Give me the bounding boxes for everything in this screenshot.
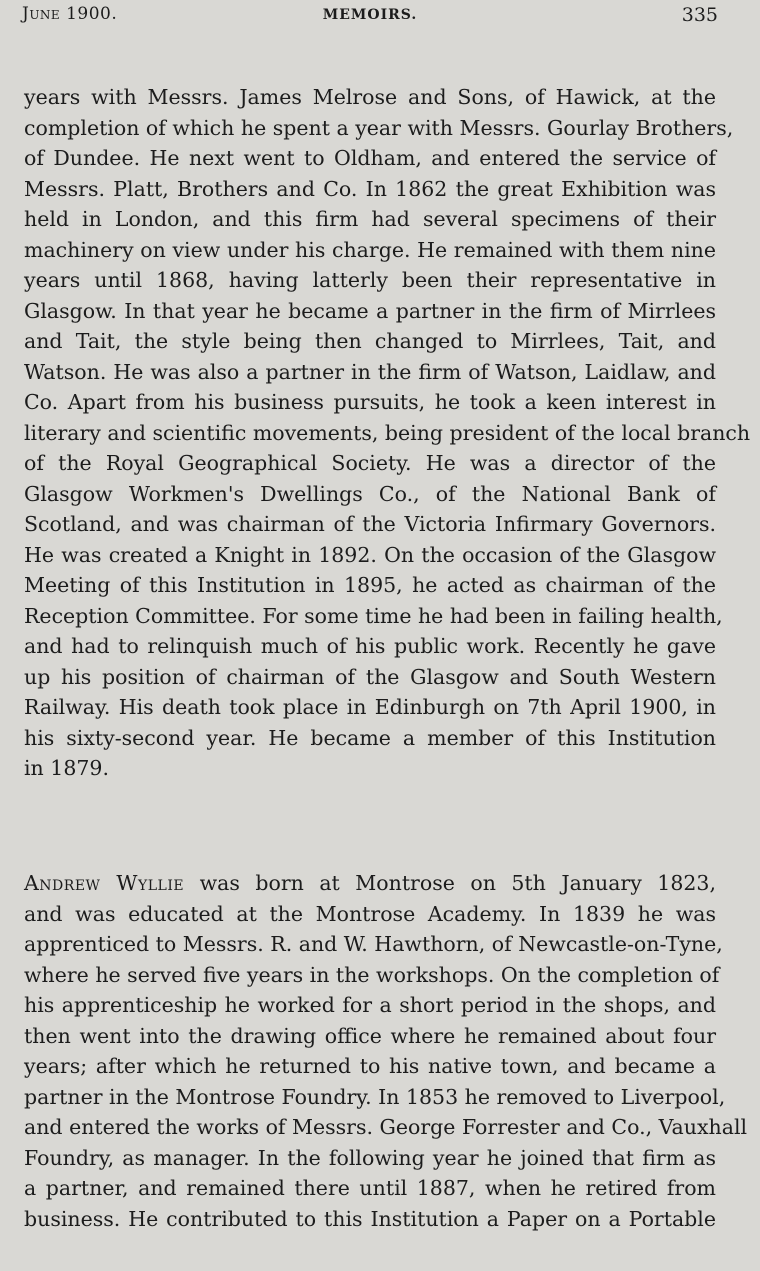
text-line: years until 1868, having latterly been their representative in [24,268,716,292]
text-line: and Tait, the style being then changed to Mirrlees, Tait, and [24,329,716,353]
text-line: of Dundee. He next went to Oldham, and entered the service of [24,146,716,170]
text-line: Railway. His death took place in Edinburgh on 7th April 1900, in [24,695,716,719]
text-line: Foundry, as manager. In the following year he joined that firm as [24,1145,716,1170]
text-line: Reception Committee. For some time he had been in failing health, [24,603,723,628]
subject-name: Andrew Wyllie [24,871,185,895]
header-section-title: MEMOIRS. [322,7,418,23]
text-line: Scotland, and was chairman of the Victoria Infirmary Governors. [24,512,716,536]
text-line: Glasgow Workmen's Dwellings Co., of the National Bank of [24,481,716,506]
text-line: partner in the Montrose Foundry. In 1853 he removed to Liverpool, [24,1084,726,1109]
text-line: business. He contributed to this Institution a Paper on a Portable [24,1206,716,1231]
text-line: He was created a Knight in 1892. On the occasion of the Glasgow [24,542,716,567]
text-line: Co. Apart from his business pursuits, he took a keen interest in [24,390,716,414]
text-line: in 1879. [24,756,109,780]
text-line-rest: was born at Montrose on 5th January 1823, [184,871,716,895]
text-line: years with Messrs. James Melrose and Sons, of Hawick, at the [24,85,716,109]
text-line [24,868,716,899]
text-line: completion of which he spent a year with Messrs. Gourlay Brothers, [24,115,734,140]
text-line: held in London, and this firm had several specimens of their [24,207,716,231]
text-line: Glasgow. In that year he became a partner in the firm of Mirrlees [24,298,716,323]
text-line: his sixty-second year. He became a member of this Institution [24,725,716,750]
memoir-paragraph-1 [24,82,751,784]
text-line: and had to relinquish much of his public work. Recently he gave [24,634,716,658]
text-line: where he served five years in the workshops. On the completion of [24,962,720,987]
running-header [22,4,718,32]
text-line: his apprenticeship he worked for a short period in the shops, and [24,993,716,1017]
text-line: Meeting of this Institution in 1895, he acted as chairman of the [24,573,716,597]
text-line: then went into the drawing office where he remained about four [24,1023,716,1048]
text-line: up his position of chairman of the Glasgow and South Western [24,664,716,689]
page-number: 335 [681,4,718,26]
text-line: of the Royal Geographical Society. He was a director of the [24,451,716,475]
text-line: and entered the works of Messrs. George Forrester and Co., Vauxhall [24,1115,748,1139]
memoir-paragraph-andrew-wyllie [24,868,748,1234]
text-line: literary and scientific movements, being president of the local branch [24,420,751,445]
text-line: years; after which he returned to his native town, and became a [24,1054,716,1078]
text-line: Watson. He was also a partner in the firm of Watson, Laidlaw, and [24,359,716,384]
text-line: Messrs. Platt, Brothers and Co. In 1862 the great Exhibition was [24,176,716,201]
text-line: machinery on view under his charge. He remained with them nine [24,237,716,262]
text-line: and was educated at the Montrose Academy. In 1839 he was [24,901,716,926]
text-line: apprenticed to Messrs. R. and W. Hawthorn, of Newcastle-on-Tyne, [24,932,723,956]
header-date: June 1900. [22,4,118,24]
text-line: a partner, and remained there until 1887, when he retired from [24,1176,716,1200]
